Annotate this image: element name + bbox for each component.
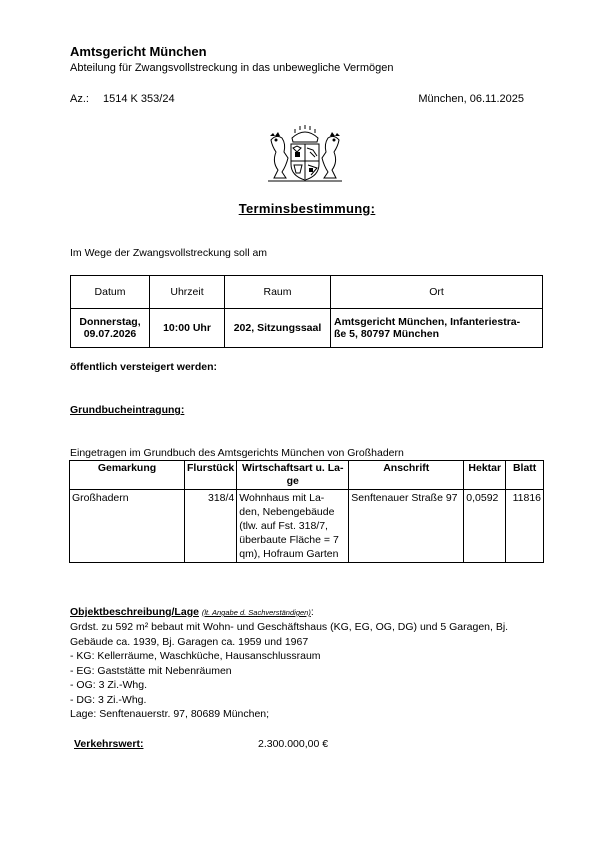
header-anschrift: Anschrift — [349, 461, 464, 490]
cell-datum: Donnerstag, 09.07.2026 — [71, 309, 150, 348]
description-line: Gebäude ca. 1939, Bj. Garagen ca. 1959 und 1967 — [70, 635, 309, 648]
property-description — [70, 620, 550, 722]
department-name: Abteilung für Zwangsvollstreckung in das unbewegliche Vermögen — [70, 62, 394, 74]
city-date: München, 06.11.2025 — [418, 93, 524, 105]
description-line: Lage: Senftenauerstr. 97, 80689 München; — [70, 708, 270, 720]
land-register-intro: Eingetragen im Grundbuch des Amtsgerichts München von Großhadern — [70, 447, 404, 459]
header-ort: Ort — [331, 276, 543, 309]
land-register-heading: Grundbucheintragung: — [70, 404, 185, 416]
property-description-source: (lt. Angabe d. Sachverständigen) — [201, 608, 311, 617]
header-datum: Datum — [71, 276, 150, 309]
cell-ort: Amtsgericht München, Infanteriestra- ße 5, 80797 München — [331, 309, 543, 348]
appointment-table — [70, 275, 543, 348]
cell-blatt: 11816 — [506, 490, 544, 563]
header-gemarkung: Gemarkung — [70, 461, 185, 490]
table-header-row — [70, 461, 544, 490]
header-blatt: Blatt — [506, 461, 544, 490]
land-register-table — [69, 460, 544, 563]
header-flurstueck: Flurstück — [185, 461, 237, 490]
header-hektar: Hektar — [464, 461, 506, 490]
cell-gemarkung: Großhadern — [70, 490, 185, 563]
property-description-title: Objektbeschreibung/Lage — [70, 606, 199, 618]
header-wirtschaftsart: Wirtschaftsart u. La- ge — [237, 461, 349, 490]
description-line: - OG: 3 Zi.-Whg. — [70, 679, 148, 691]
property-description-heading: Objektbeschreibung/Lage (lt. Angabe d. Sachverständigen): — [70, 606, 314, 618]
description-line: Grdst. zu 592 m² bebaut mit Wohn- und Geschäftshaus (KG, EG, OG, DG) und 5 Garagen, Bj. — [70, 621, 509, 633]
cell-hektar: 0,0592 — [464, 490, 506, 563]
cell-uhrzeit: 10:00 Uhr — [150, 309, 225, 348]
table-row — [70, 490, 544, 563]
table-header-row — [71, 276, 543, 309]
cell-anschrift: Senftenauer Straße 97 — [349, 490, 464, 563]
table-row — [71, 309, 543, 348]
header-raum: Raum — [225, 276, 331, 309]
bavarian-coat-of-arms-icon — [262, 124, 348, 184]
file-number: 1514 K 353/24 — [103, 93, 175, 105]
header-uhrzeit: Uhrzeit — [150, 276, 225, 309]
file-number-label: Az.: — [70, 93, 89, 105]
cell-wirtschaftsart: Wohnhaus mit La- den, Nebengebäude (tlw. auf Fst. 318/7, überbaute Fläche = 7 qm), Hofraum Garten — [237, 490, 349, 563]
document-title: Terminsbestimmung: — [238, 201, 376, 216]
market-value-label: Verkehrswert: — [74, 738, 144, 750]
cell-raum: 202, Sitzungssaal — [225, 309, 331, 348]
auction-statement: öffentlich versteigert werden: — [70, 361, 218, 373]
intro-text: Im Wege der Zwangsvollstreckung soll am — [70, 247, 268, 259]
description-line: - KG: Kellerräume, Waschküche, Hausanschlussraum — [70, 650, 321, 662]
market-value: 2.300.000,00 € — [258, 738, 329, 750]
cell-flurstueck: 318/4 — [185, 490, 237, 563]
court-name: Amtsgericht München — [70, 44, 207, 59]
description-line: - EG: Gaststätte mit Nebenräumen — [70, 664, 232, 677]
description-line: - DG: 3 Zi.-Whg. — [70, 693, 147, 706]
